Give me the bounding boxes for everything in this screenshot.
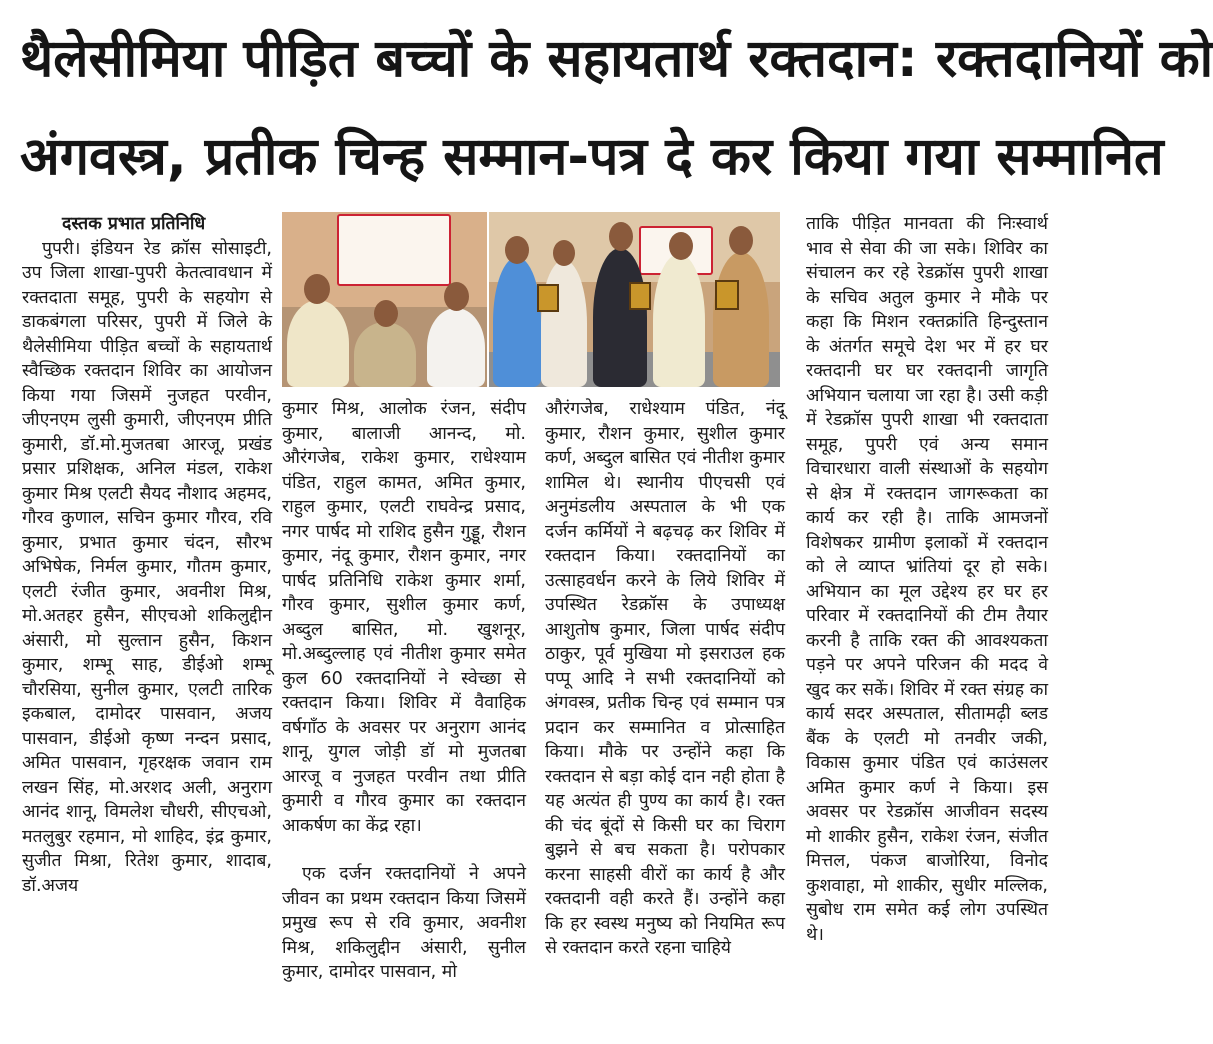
headline-line-1: थैलेसीमिया पीड़ित बच्चों के सहायतार्थ रक्तदान: रक्तदानियों को [20,29,1213,89]
photo-banner [337,214,451,286]
photo-person [713,252,769,387]
photo-person [541,260,587,387]
article-column-3 [545,397,785,1037]
photo-person-head [669,232,693,260]
headline-line-2: अंगवस्त्र, प्रतीक चिन्ह सम्मान-पत्र दे कर किया गया सम्मानित [20,127,1164,187]
photo-person-head [729,226,753,255]
photo-person-head [505,236,529,264]
news-photo-officials-seated [282,212,487,387]
photo-person [593,248,647,387]
photo-person-head [553,240,575,266]
article-paragraph: पुपरी। इंडियन रेड क्रॉस सोसाइटी, उप जिला शाखा-पुपरी केतत्वावधान में रक्तदाता समूह, पुपरी के सहयोग से डाकबंगला परिसर, पुपरी में जिले के थैलेसीमिया पीड़ित बच्चों के सहायतार्थ स्वैच्छिक रक्तदान शिविर का आयोजन किया गया जिसमें नुजहत परवीन, जीएनएम लुसी कुमारी, जीएनएम प्रीति कुमारी, डॉ.मो.मुजतबा आरजू, प्रखंड प्रसार प्रशिक्षक, अनिल मंडल, राकेश कुमार मिश्र एलटी सैयद नौशाद अहमद, गौरव कुणाल, सचिन कुमार गौरव, रवि कुमार, प्रभात कुमार चंदन, सौरभ अभिषेक, निर्मल कुमार, गौतम कुमार, एलटी रंजीत कुमार, अवनीश मिश्र, मो.अतहर हुसैन, सीएचओ शकिलुद्दीन अंसारी, मो सुल्तान हुसैन, किशन कुमार, शम्भू साह, डीईओ शम्भू चौरसिया, सुनील कुमार, एलटी तारिक इकबाल, दामोदर पासवान, अजय पासवान, डीईओ कृष्ण नन्दन प्रसाद, अमित पासवान, गृहरक्षक जवान राम लखन सिंह, मो.अरशद अली, अनुराग आनंद शानू, विमलेश चौधरी, सीएचओ, मतलुबुर रहमान, मो शाहिद, इंद्र कुमार, सुजीत मिश्रा, रितेश कुमार, शादाब, डॉ.अजय [22,238,272,896]
photo-person-head [374,300,398,327]
award-plaque [537,284,559,312]
article-column-2 [282,397,526,1037]
news-photo-felicitation [489,212,780,387]
article-paragraph: कुमार मिश्र, आलोक रंजन, संदीप कुमार, बालाजी आनन्द, मो. औरंगजेब, राकेश कुमार, राधेश्याम पंडित, राहुल कामत, अमित कुमार, राहुल कुमार, एलटी राघवेन्द्र प्रसाद, नगर पार्षद मो राशिद हुसैन गुड्डू, रौशन कुमार, नंदू कुमार, रौशन कुमार, नगर पार्षद प्रतिनिधि राकेश कुमार शर्मा, गौरव कुमार, सुशील कुमार कर्ण, अब्दुल बासित, मो. खुशनूर, मो.अब्दुल्लाह एवं नीतीश कुमार समेत कुल 60 रक्तदानियों ने स्वेच्छा से रक्तदान किया। शिविर में वैवाहिक वर्षगाँठ के अवसर पर अनुराग आनंद शानू, युगल जोड़ी डॉ मो मुजतबा आरजू व नुजहत परवीन तथा प्रीति कुमारी व गौरव कुमार का रक्तदान आकर्षण का केंद्र रहा। [282,399,526,836]
photo-person-head [444,282,469,311]
photo-person-head [609,222,633,251]
photo-person-head [304,274,330,304]
photo-person [653,254,705,387]
photo-person [493,257,541,387]
photo-person [287,300,349,387]
article-column-1 [22,212,272,1037]
article-column-4 [806,212,1048,1037]
article-paragraph: ताकि पीड़ित मानवता की निःस्वार्थ भाव से सेवा की जा सके। शिविर का संचालन कर रहे रेडक्रॉस पुपरी शाखा के सचिव अतुल कुमार ने मौके पर कहा कि मिशन रक्तक्रांति हिन्दुस्तान के अंतर्गत समूचे देश भर में हर घर रक्तदानी घर घर रक्तदानी जागृति अभियान चलाया जा रहा है। उसी कड़ी में रेडक्रॉस पुपरी शाखा भी रक्तदाता समूह, पुपरी एवं अन्य समान विचारधारा वाली संस्थाओं के सहयोग से क्षेत्र में रक्तदान जागरूकता का कार्य कर रही है। ताकि आमजनों विशेषकर ग्रामीण इलाकों में रक्तदान को ले व्याप्त भ्रांतियां दूर हो सके। अभियान का मूल उद्देश्य हर घर हर परिवार में रक्तदानियों की टीम तैयार करनी है ताकि रक्त की आवश्यकता पड़ने पर अपने परिजन की मदद वे खुद कर सकें। शिविर में रक्त संग्रह का कार्य सदर अस्पताल, सीतामढ़ी ब्लड बैंक के एलटी मो तनवीर जकी, विकास कुमार पंडित एवं काउंसलर अमित कुमार कर्ण ने किया। इस अवसर पर रेडक्रॉस आजीवन सदस्य मो शाकीर हुसैन, राकेश रंजन, संजीत मित्तल, पंकज बाजोरिया, विनोद कुशवाहा, मो शाकीर, सुधीर मल्लिक, सुबोध राम समेत कई लोग उपस्थित थे। [806,214,1048,945]
photo-person [354,322,416,387]
article-paragraph: औरंगजेब, राधेश्याम पंडित, नंदू कुमार, रौशन कुमार, सुशील कुमार कर्ण, अब्दुल बासित एवं नीतीश कुमार शामिल थे। स्थानीय पीएचसी एवं अनुमंडलीय अस्पताल के भी एक दर्जन कर्मियों ने बढ़चढ़ कर शिविर में रक्तदान किया। रक्तदानियों का उत्साहवर्धन करने के लिये शिविर में उपस्थित रेडक्रॉस के उपाध्यक्ष आशुतोष कुमार, जिला पार्षद संदीप ठाकुर, पूर्व मुखिया मो इसराउल हक पप्पू आदि ने सभी रक्तदानियों को अंगवस्त्र, प्रतीक चिन्ह एवं सम्मान पत्र प्रदान कर सम्मानित व प्रोत्साहित किया। मौके पर उन्होंने कहा कि रक्तदान से बड़ा कोई दान नही होता है यह अत्यंत ही पुण्य का कार्य है। रक्त की चंद बूंदों से किसी घर का चिराग बुझने से बच सकता है। परोपकार करना साहसी वीरों का कार्य है और रक्तदानी वही करते हैं। उन्होंने कहा कि हर स्वस्थ मनुष्य को नियमित रूप से रक्तदान करते रहना चाहिये [545,399,785,958]
article-paragraph: एक दर्जन रक्तदानियों ने अपने जीवन का प्रथम रक्तदान किया जिसमें प्रमुख रूप से रवि कुमार, अवनीश मिश्र, शकिलुद्दीन अंसारी, सुनील कुमार, दामोदर पासवान, मो [282,864,526,982]
photo-person [427,308,485,387]
byline: दस्तक प्रभात प्रतिनिधि [62,214,206,234]
award-plaque [629,282,651,310]
award-plaque [715,280,739,310]
